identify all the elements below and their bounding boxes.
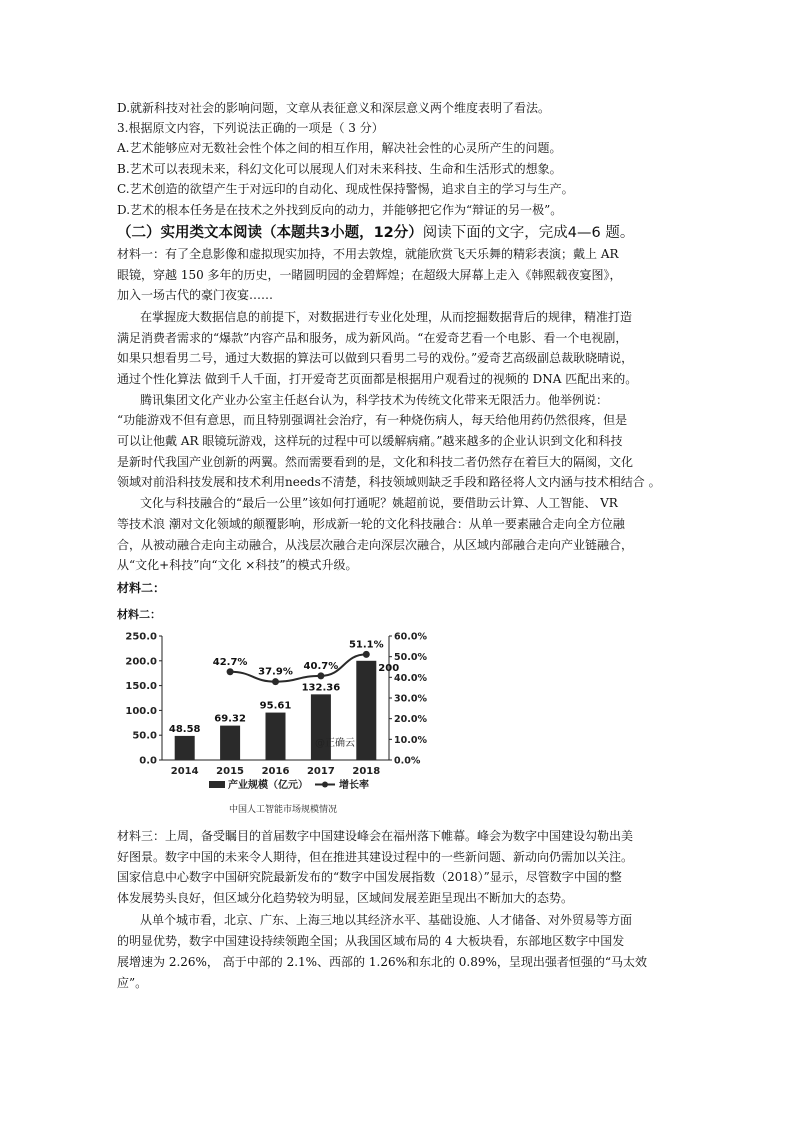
material1-line: 领域对前沿科技发展和技术利用needs不清楚，科技领域则缺乏手段和路径将人文内涵与技术相结合 。 [117, 475, 661, 489]
y2-tick-label: 50.0% [394, 652, 427, 664]
bar [266, 713, 286, 760]
y2-tick-label: 0.0% [394, 755, 421, 767]
y-tick-label: 100.0 [125, 705, 157, 717]
y2-tick-label: 30.0% [394, 693, 427, 705]
x-tick-label: 2017 [306, 766, 335, 777]
material3-line: 从单个城市看，北京、广东、上海三地以其经济水平、基础设施、人才储备、对外贸易等方面 [140, 913, 633, 927]
option-c: C.艺术创造的欲望产生于对远印的自动化、现成性保持警惕，追求自主的学习与生产。 [117, 182, 574, 196]
material1-line: “功能游戏不但有意思，而且特别强调社会治疗，有一种烧伤病人，每天给他用药仍然很疼，但是 [117, 413, 628, 427]
y-tick-label: 50.0 [132, 730, 157, 742]
x-tick-label: 2016 [261, 766, 290, 777]
y-tick-label: 0.0 [139, 755, 157, 767]
material3-line: 材料三：上周，备受瞩目的首届数字中国建设峰会在福州落下帷幕。峰会为数字中国建设勾勒出美 [117, 829, 634, 843]
material1-line: 在掌握庞大数据信息的前提下，对数据进行专业化处理，从而挖掘数据背后的规律，精准打造 [140, 310, 633, 324]
growth-value-label: 40.7% [303, 660, 339, 672]
bar [220, 726, 240, 760]
material1-line: 合，从被动融合走向主动融合，从浅层次融合走向深层次融合，从区域内部融合走向产业链融合， [117, 538, 634, 552]
bar [175, 736, 195, 760]
material1-line: 通过个性化算法 做到千人千面，打开爱奇艺页面都是根据用户观看过的视频的 DNA 匹配出来的。 [117, 372, 638, 386]
material1-line: 腾讯集团文化产业办公室主任赵台认为，科学技术为传统文化带来无限活力。他举例说： [140, 393, 609, 407]
material2-label: 材料二： [117, 581, 166, 595]
material3-line: 应”。 [117, 976, 148, 990]
x-tick-label: 2014 [170, 766, 199, 777]
material1-line: 文化与科技融合的“最后一公里”该如何打通呢？姚超前说，要借助云计算、人工智能、 VR [140, 496, 618, 510]
x-tick-label: 2015 [216, 766, 245, 777]
y2-tick-label: 60.0% [394, 631, 427, 643]
growth-point [363, 651, 370, 658]
legend-line-marker [322, 782, 328, 788]
y-tick-label: 150.0 [125, 681, 157, 693]
growth-value-label: 37.9% [258, 666, 293, 678]
material1-line: 加入一场古代的豪门夜宴…… [117, 288, 274, 302]
chart-title: 中国人工智能市场规模情况 [228, 805, 338, 815]
y2-tick-label: 20.0% [394, 714, 427, 726]
ai-market-chart [117, 606, 437, 821]
bar-value-label: 132.36 [301, 682, 341, 694]
y-tick-label: 200.0 [125, 656, 157, 668]
material3-line: 的明显优势，数字中国建设持续领跑全国；从我国区域布局的 4 大板块看，东部地区数字中国发 [117, 934, 625, 948]
chart-label: 材料二： [117, 608, 161, 621]
bar [311, 694, 331, 760]
bar-value-label: 95.61 [259, 700, 292, 712]
legend-line-label: 增长率 [339, 780, 369, 791]
growth-point [317, 672, 324, 679]
chart-legend [209, 778, 369, 791]
x-tick-label: 2018 [352, 766, 381, 777]
watermark: @正确云 [315, 738, 355, 749]
growth-point [227, 668, 234, 675]
legend-bar-swatch [209, 781, 225, 788]
question-3-stem: 3.根据原文内容，下列说法正确的一项是（ 3 分） [117, 121, 384, 135]
material3-line: 好图景。数字中国的未来令人期待，但在推进其建设过程中的一些新问题、新动向仍需加以关注。 [117, 850, 634, 864]
text-line: D.就新科技对社会的影响问题，文章从表征意义和深层意义两个维度表明了看法。 [117, 101, 551, 115]
material3-line: 国家信息中心数字中国研究院最新发布的“数字中国发展指数（2018）”显示，尽管数字中国的整 [117, 870, 622, 884]
growth-value-label: 51.1% [348, 639, 384, 651]
legend-bar-label: 产业规模（亿元） [228, 780, 308, 791]
material1-line: 可以让他戴 AR 眼镜玩游戏，这样玩的过程中可以缓解病痛。”越来越多的企业认识到文化和科技 [117, 434, 623, 448]
bar-value-label: 48.58 [168, 723, 201, 735]
chart-svg [117, 606, 437, 821]
growth-line [230, 654, 366, 681]
growth-value-label: 42.7% [212, 656, 248, 668]
material1-line: 材料一：有了全息影像和虚拟现实加持，不用去敦煌，就能欣赏飞天乐舞的精彩表演；戴上 AR [117, 247, 619, 261]
y2-tick-label: 40.0% [394, 672, 427, 684]
y2-tick-label: 10.0% [394, 734, 427, 746]
bar [356, 661, 376, 760]
option-a: A.艺术能够应对无数社会性个体之间的相互作用，解决社会性的心灵所产生的问题。 [117, 141, 562, 155]
material3-line: 体发展势头良好，但区域分化趋势较为明显，区域间发展差距呈现出不断加大的态势。 [117, 891, 574, 905]
material1-line: 从“文化+科技”向“文化 ×科技”的模式升级。 [117, 558, 358, 572]
material1-line: 是新时代我国产业创新的两翼。然而需要看到的是，文化和科技二者仍然存在着巨大的隔阂，文化 [117, 455, 634, 469]
option-b: B.艺术可以表现未来，科幻文化可以展现人们对未来科技、生命和生活形式的想象。 [117, 162, 562, 176]
bar-value-label: 69.32 [214, 713, 246, 725]
y-tick-label: 250.0 [125, 631, 157, 643]
option-d: D.艺术的根本任务是在技术之外找到反向的动力，并能够把它作为“辩证的另一极”。 [117, 203, 563, 217]
section-heading-bold: （二）实用类文本阅读（本题共3小题，12分） [117, 225, 423, 241]
bar-value-label: 200 [378, 662, 400, 674]
material3-line: 展增速为 2.26%， 高于中部的 2.1%、西部的 1.26%和东北的 0.89%，呈现出强者恒强的“马太效 [117, 955, 648, 969]
material1-line: 等技术浪 潮对文化领域的颠覆影响，形成新一轮的文化科技融合：从单一要素融合走向全方位融 [117, 517, 625, 531]
section-heading-rest: 阅读下面的文字，完成4—6 题。 [422, 225, 635, 241]
material1-line: 满足消费者需求的“爆款”内容产品和服务，成为新风尚。“在爱奇艺看一个电影、看一个电视剧， [117, 331, 628, 345]
growth-point [272, 678, 279, 685]
material1-line: 眼镜，穿越 150 多年的历史，一睹圆明园的金碧辉煌；在超级大屏幕上走入《韩熙载夜宴图》， [117, 268, 622, 282]
material1-line: 如果只想看男二号，通过大数据的算法可以做到只看男二号的戏份。”爱奇艺高级副总裁耿晓晴说， [117, 351, 634, 365]
section-heading [117, 221, 634, 242]
